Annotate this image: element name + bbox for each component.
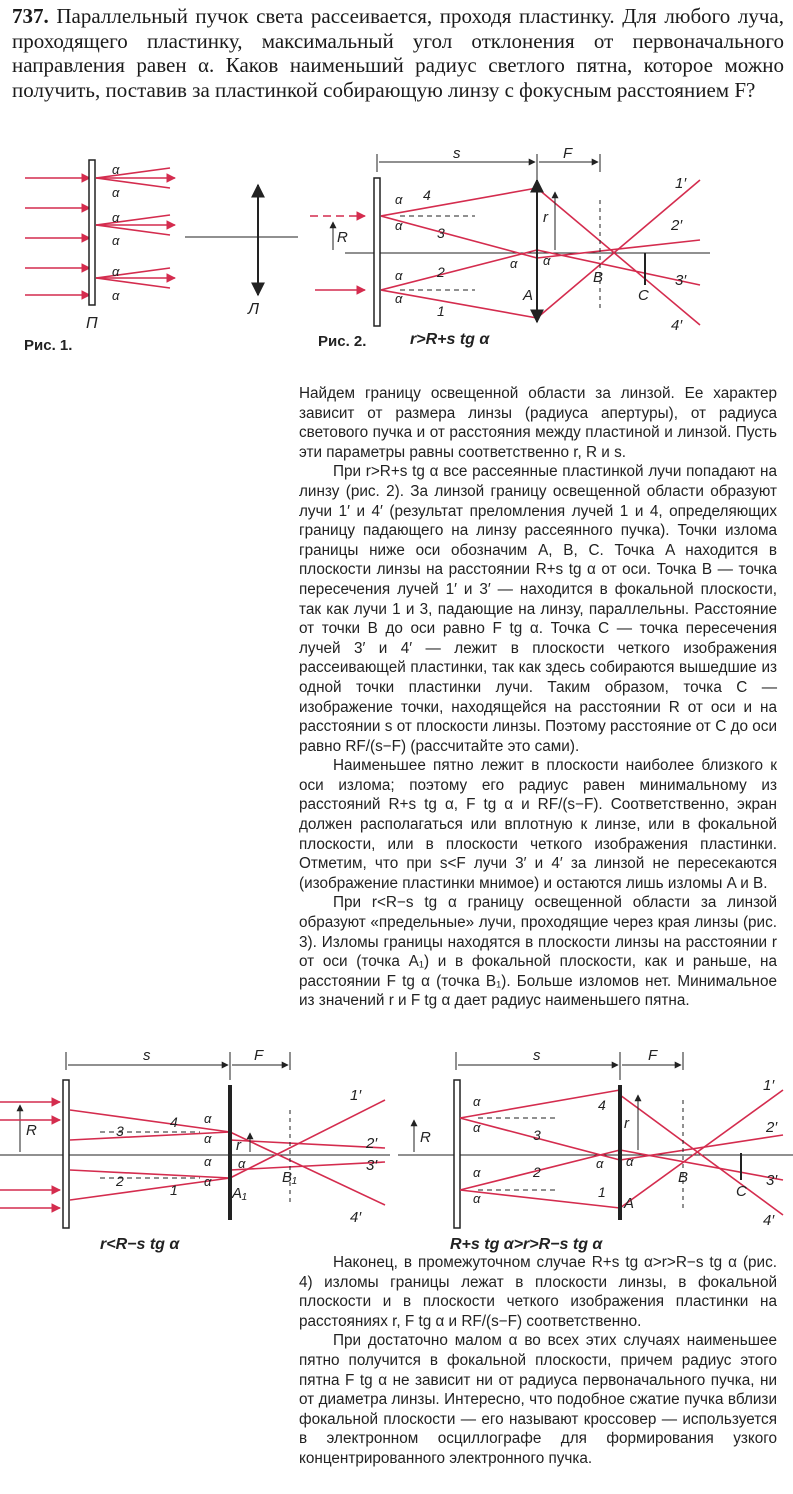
fig1-incoming-rays (25, 178, 90, 295)
fig3-out-3: 3′ (366, 1157, 378, 1174)
fig4-point-C: C (736, 1183, 747, 1200)
solution-paragraph-4: При r<R−s tg α границу освещенной области за линзой образуют «предельные» лучи, проходящие через края линзы (рис. 3). Изломы границы находятся в плоскости линзы на расстоянии r от оси (точка A₁) и в фокальной плоскости, как и раньше, на расстоянии F tg α (точка B₁). Больше изломов нет. Минимальное из значений r и F tg α дает радиус наименьшего пятна. (299, 894, 777, 1010)
fig4-point-B: B (678, 1169, 689, 1186)
fig1-scattered-fans (96, 168, 175, 288)
fig4-point-A: A (624, 1195, 635, 1212)
fig4-alpha-b: α (473, 1120, 481, 1135)
fig4-s-label: s (533, 1047, 541, 1064)
solution-column-2 (299, 1253, 777, 1469)
fig2-ray-3: 3 (437, 225, 445, 241)
problem-number: 737. (12, 4, 49, 28)
figure-1 (20, 150, 300, 340)
fig4-out-1: 1′ (763, 1077, 775, 1094)
fig1-alpha-2: α (112, 185, 120, 200)
fig3-out-2: 2′ (366, 1135, 378, 1152)
fig2-ray-1: 1 (437, 303, 445, 319)
fig3-alpha-b: α (204, 1131, 212, 1146)
fig4-alpha-d: α (473, 1191, 481, 1206)
fig2-alpha-d: α (395, 291, 403, 306)
fig1-alpha-1: α (112, 162, 120, 177)
fig3-R-label: R (26, 1122, 37, 1139)
solution-paragraph-5: Наконец, в промежуточном случае R+s tg α>r>R−s tg α (рис. 4) изломы границы лежат в плоскости линзы, в фокальной плоскости и в плоскости четкого изображения пластинки на расстояниях r, F tg α и RF/(s−F) соответственно. (299, 1254, 777, 1330)
fig2-out-1: 1′ (675, 175, 687, 192)
fig4-plate (454, 1080, 460, 1228)
figure-2 (305, 140, 715, 340)
fig3-rays (70, 1100, 385, 1205)
problem-statement (12, 4, 784, 102)
solution-paragraph-1: Найдем границу освещенной области за линзой. Ее характер зависит от размера линзы (радиуса апертуры), от радиуса светового пучка и от расстояния между пластиной и линзой. Пусть эти параметры равны соответственно r, R и s. (299, 385, 777, 461)
fig3-ray-3: 3 (116, 1123, 124, 1139)
fig3-out-1: 1′ (350, 1087, 362, 1104)
fig3-s-label: s (143, 1047, 151, 1064)
fig1-alpha-5: α (112, 264, 120, 279)
fig2-alpha-c: α (395, 268, 403, 283)
fig4-out-2: 2′ (766, 1119, 778, 1136)
fig1-lens-label: Л (248, 301, 259, 318)
fig1-alpha-3: α (112, 210, 120, 225)
fig3-alpha-c: α (204, 1154, 212, 1169)
fig3-r-label: r (236, 1137, 241, 1154)
fig4-out-3: 3′ (766, 1172, 778, 1189)
solution-paragraph-3: Наименьшее пятно лежит в плоскости наиболее близкого к оси излома; поэтому его радиус равен минимальному из расстояний R+s tg α, F tg α и RF/(s−F). Соответственно, экран должен располагаться или вплотную к линзе, или в фокальной плоскости, или в плоскости четкого изображения пластинки. Отметим, что при s<F лучи 3′ и 4′ за линзой не пересекаются (изображение пластинки мнимое) и остаются лишь изломы A и B. (299, 757, 777, 892)
fig2-out-2: 2′ (671, 217, 683, 234)
fig2-point-A: A (523, 287, 534, 304)
fig2-condition: r>R+s tg α (410, 331, 490, 348)
fig3-out-4: 4′ (350, 1209, 362, 1226)
problem-text: Параллельный пучок света рассеивается, проходя пластинку. Для любого луча, проходящего пластинку, максимальный угол отклонения от первоначального направления равен α. Каков наименьший радиус светлого пятна, которое можно получить, поставив за пластинкой собирающую линзу с фокусным расстоянием F? (12, 4, 784, 102)
fig1-alpha-4: α (112, 233, 120, 248)
fig4-condition: R+s tg α>r>R−s tg α (450, 1236, 603, 1253)
fig3-alpha-a: α (204, 1111, 212, 1126)
fig3-point-A1: A₁ (232, 1185, 247, 1202)
fig2-F-label: F (563, 145, 573, 162)
solution-paragraph-2: При r>R+s tg α все рассеянные пластинкой лучи попадают на линзу (рис. 2). За линзой границу освещенной области образуют лучи 1′ и 4′ (результат преломления лучей 1 и 4, определяющих границу падающего на линзу рассеянного пучка). Точки излома границы ниже оси обозначим A, B, C. Точка A находится в плоскости линзы на расстоянии R+s tg α от оси. Точка B — точка пересечения лучей 1′ и 3′ — находится в фокальной плоскости, так как лучи 1 и 3, падающие на линзу, параллельны. Расстояние от точки B до оси равно F tg α. Точка C — точка пересечения лучей 3′ и 4′ — лежит в плоскости четкого изображения рассеивающей пластинки, так как здесь собираются вышедшие из одной точки пластинки лучи. Таким образом, точка C — изображение точки, находящейся на расстоянии R от оси и на расстоянии s от плоскости линзы. Поэтому расстояние от C до оси равно RF/(s−F) (рассчитайте это сами). (299, 463, 777, 755)
fig1-plate (89, 160, 95, 305)
fig3-condition: r<R−s tg α (100, 1236, 180, 1253)
fig4-alpha-f: α (626, 1154, 634, 1169)
fig4-alpha-c: α (473, 1165, 481, 1180)
fig2-alpha-f: α (543, 253, 551, 268)
fig3-ray-1: 1 (170, 1182, 178, 1198)
fig3-alpha-d: α (204, 1174, 212, 1189)
fig4-r-label: r (624, 1115, 629, 1132)
fig4-alpha-a: α (473, 1094, 481, 1109)
fig2-ray-4: 4 (423, 187, 431, 203)
fig2-alpha-a: α (395, 192, 403, 207)
fig3-plate (63, 1080, 69, 1228)
fig2-point-B: B (593, 269, 604, 286)
fig2-r-label: r (543, 209, 548, 226)
figure-4 (398, 1040, 793, 1230)
figure-3 (0, 1040, 390, 1230)
fig2-out-4: 4′ (671, 317, 683, 334)
fig3-point-B1: B₁ (282, 1169, 297, 1186)
fig4-ray-3: 3 (533, 1127, 541, 1143)
fig2-out-3: 3′ (675, 272, 687, 289)
fig3-ray-2: 2 (116, 1173, 124, 1189)
fig1-alpha-6: α (112, 288, 120, 303)
fig4-ray-2: 2 (533, 1164, 541, 1180)
fig3-F-label: F (254, 1047, 264, 1064)
fig4-ray-1: 1 (598, 1184, 606, 1200)
fig4-ray-4: 4 (598, 1097, 606, 1113)
fig2-ray-2: 2 (437, 264, 445, 280)
fig4-R-label: R (420, 1129, 431, 1146)
fig4-F-label: F (648, 1047, 658, 1064)
fig4-alpha-e: α (596, 1156, 604, 1171)
fig3-alpha-e: α (238, 1156, 246, 1171)
fig2-s-label: s (453, 145, 461, 162)
fig3-ray-4: 4 (170, 1114, 178, 1130)
fig2-alpha-e: α (510, 256, 518, 271)
fig2-point-C: C (638, 287, 649, 304)
fig2-plate (374, 178, 380, 326)
fig2-R-label: R (337, 229, 348, 246)
solution-paragraph-6: При достаточно малом α во всех этих случаях наименьшее пятно получится в фокальной плоскости, причем радиус этого пятна F tg α не зависит ни от радиуса первоначального пучка, ни от диаметра линзы. Интересно, что подобное сжатие пучка вблизи фокальной плоскости — его называют кроссовер — используется в электронном осциллографе для формирования узкого концентрированного электронного пучка. (299, 1332, 777, 1467)
solution-column-1 (299, 384, 777, 1011)
fig1-plate-label: П (86, 315, 98, 332)
fig2-caption: Рис. 2. (318, 333, 367, 350)
fig2-alpha-b: α (395, 218, 403, 233)
fig4-out-4: 4′ (763, 1212, 775, 1229)
fig1-caption: Рис. 1. (24, 337, 73, 354)
